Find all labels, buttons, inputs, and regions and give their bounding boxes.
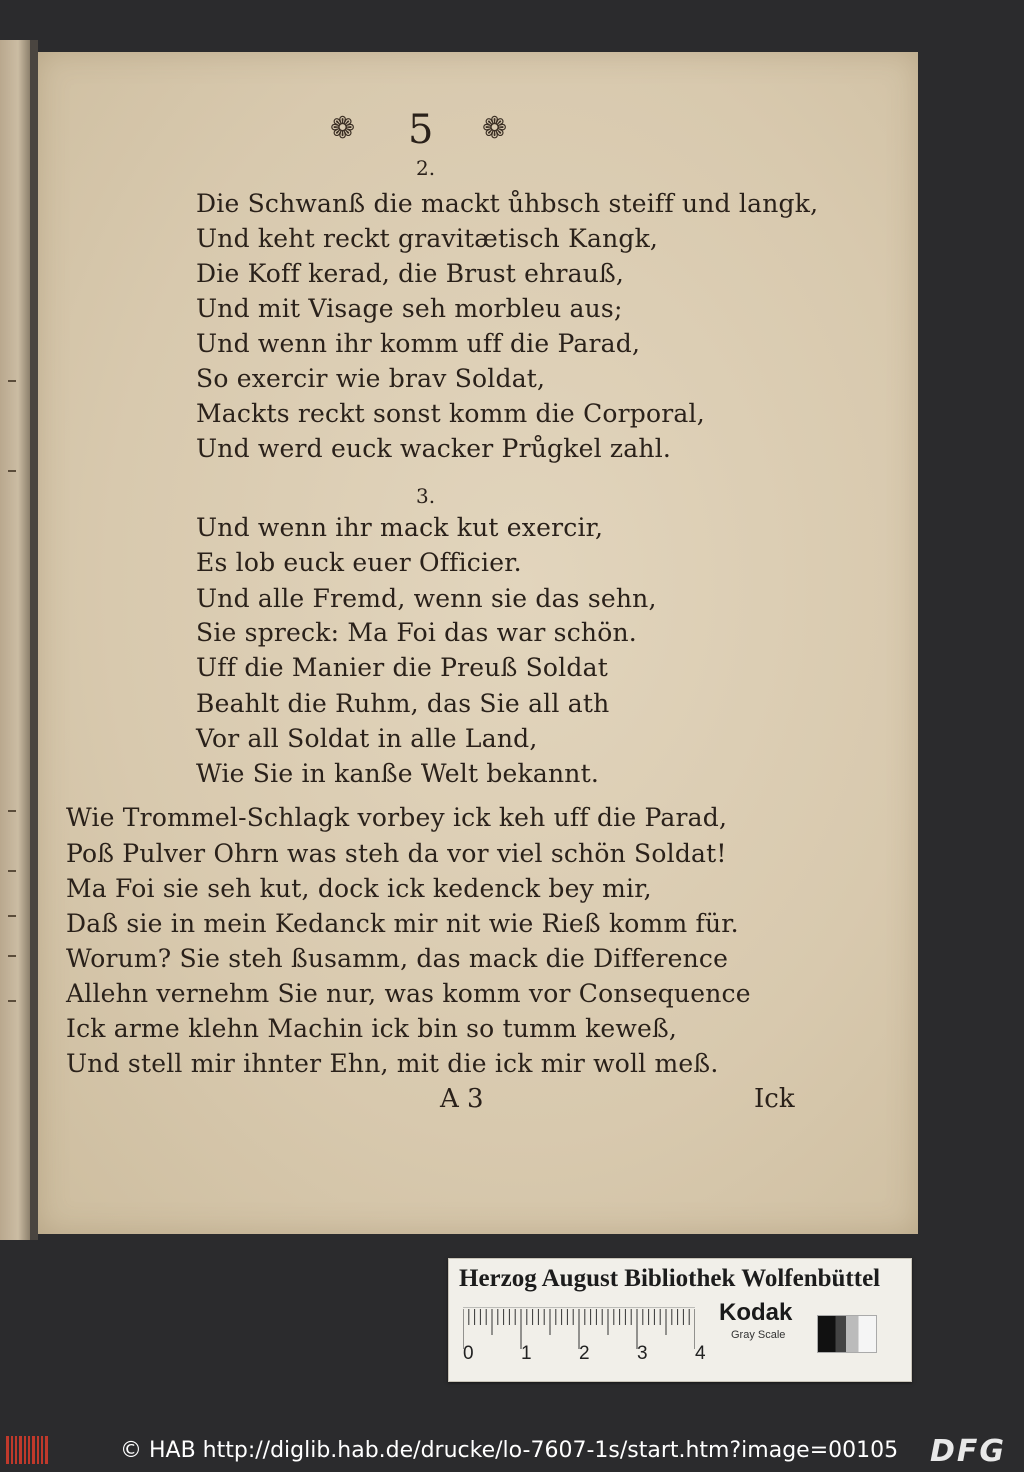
verse-line: Beahlt die Ruhm, das Sie all ath <box>196 689 610 718</box>
verse-line: Allehn vernehm Sie nur, was komm vor Consequence <box>66 979 751 1008</box>
verse-line: Ma Foi sie seh kut, dock ick kedenck bey mir, <box>66 874 652 903</box>
signature-mark: A 3 <box>440 1084 484 1114</box>
ruler-number: 2 <box>579 1343 590 1364</box>
gray-swatch <box>817 1315 877 1353</box>
verse-line: Wie Trommel-Schlagk vorbey ick keh uff die Parad, <box>66 803 728 832</box>
barcode-bar <box>45 1436 48 1464</box>
viewer-footer <box>0 1428 1024 1472</box>
kodak-logo: Kodak <box>719 1299 793 1326</box>
library-name: Herzog August Bibliothek Wolfenbüttel <box>459 1265 881 1292</box>
verse-line: Wie Sie in kanße Welt bekannt. <box>196 759 599 788</box>
page-header <box>330 108 530 158</box>
verse-line: Worum? Sie steh ßusamm, das mack die Difference <box>66 944 729 973</box>
verse-line: Und wenn ihr komm uff die Parad, <box>196 329 641 358</box>
verse-line: Und mit Visage seh morbleu aus; <box>196 294 623 323</box>
ruler-number: 3 <box>637 1343 648 1364</box>
verse-line: Daß sie in mein Kedanck mir nit wie Rieß komm für. <box>66 909 739 938</box>
library-scale-label <box>448 1258 912 1382</box>
verse-line: Und keht reckt gravitætisch Kangk, <box>196 224 659 253</box>
barcode-bar <box>37 1436 39 1464</box>
verse-line: So exercir wie brav Soldat, <box>196 364 546 393</box>
verse-line: Mackts reckt sonst komm die Corporal, <box>196 399 705 428</box>
copyright-link[interactable]: © HAB http://diglib.hab.de/drucke/lo-7607-1s/start.htm?image=00105 <box>120 1438 899 1463</box>
verse-line: Die Koff kerad, die Brust ehrauß, <box>196 259 625 288</box>
ruler-number: 4 <box>695 1343 706 1364</box>
verse-line: Vor all Soldat in alle Land, <box>196 724 538 753</box>
barcode-bar <box>24 1436 26 1464</box>
barcode-bar <box>15 1436 17 1464</box>
ruler-number: 1 <box>521 1343 532 1364</box>
gray-scale-caption: Gray Scale <box>731 1329 786 1341</box>
barcode-icon <box>6 1436 48 1464</box>
flower-ornament-icon: ❁ <box>330 111 356 146</box>
verse-line: Sie spreck: Ma Foi das war schön. <box>196 618 637 647</box>
barcode-bar <box>32 1436 35 1464</box>
flower-ornament-icon: ❁ <box>482 111 508 146</box>
verse-line: Und stell mir ihnter Ehn, mit die ick mir woll meß. <box>66 1049 719 1078</box>
verse-line: Die Schwanß die mackt ůhbsch steiff und langk, <box>196 189 819 218</box>
verse-line: Es lob euck euer Officier. <box>196 548 522 577</box>
verse-line: Und alle Fremd, wenn sie das sehn, <box>196 584 657 613</box>
ruler-number: 0 <box>463 1343 474 1364</box>
previous-page-edge <box>0 40 31 1240</box>
barcode-bar <box>28 1436 30 1464</box>
verse-line: Poß Pulver Ohrn was steh da vor viel schön Soldat! <box>66 839 727 868</box>
page-number: 5 <box>408 107 434 153</box>
verse-line: Und werd euck wacker Průgkel zahl. <box>196 434 672 463</box>
book-gutter <box>30 40 38 1240</box>
dfg-logo: DFG <box>930 1434 1007 1469</box>
verse-line: Uff die Manier die Preuß Soldat <box>196 653 608 682</box>
stanza-number: 2. <box>416 156 436 180</box>
stanza-number: 3. <box>416 484 436 508</box>
catchword: Ick <box>754 1084 795 1114</box>
barcode-bar <box>41 1436 43 1464</box>
barcode-bar <box>11 1436 13 1464</box>
barcode-bar <box>19 1436 22 1464</box>
barcode-bar <box>6 1436 9 1464</box>
verse-line: Und wenn ihr mack kut exercir, <box>196 513 604 542</box>
verse-line: Ick arme klehn Machin ick bin so tumm keweß, <box>66 1014 678 1043</box>
